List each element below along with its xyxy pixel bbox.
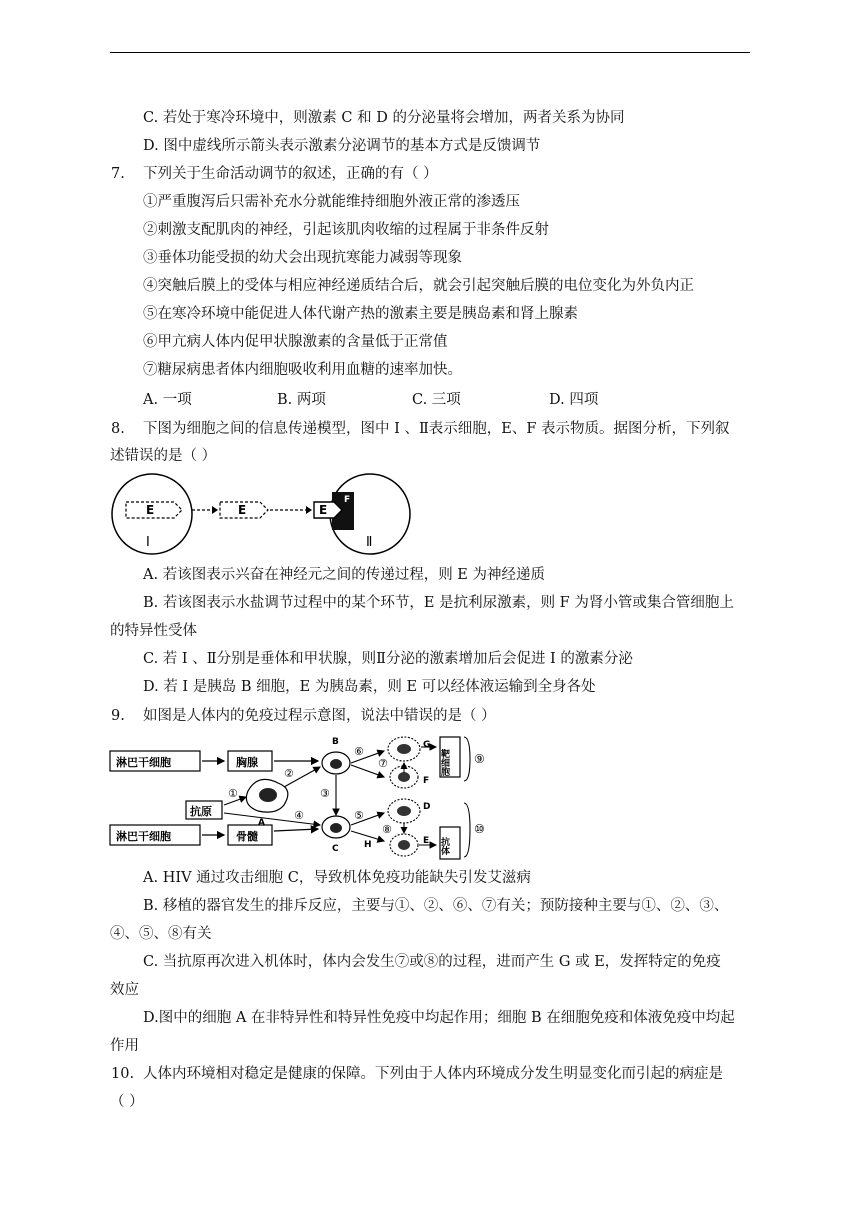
label-c: C	[332, 844, 339, 854]
label-f-9: F	[423, 776, 430, 786]
bone-marrow-label: 骨髓	[236, 830, 258, 843]
q9-option-c-line1: C. 当抗原再次进入机体时，体内会发生⑦或⑧的过程，进而产生 G 或 E，发挥特定的免疫	[143, 954, 721, 970]
q8-number: 8.	[111, 421, 125, 437]
step-8: ⑧	[382, 823, 392, 836]
label-d: D	[423, 802, 431, 812]
lymph-stem-label-1: 淋巴干细胞	[116, 756, 171, 769]
q7-item-7: ⑦糖尿病患者体内细胞吸收利用血糖的速率加快。	[143, 362, 462, 378]
q9-number: 9.	[111, 708, 125, 724]
antibody-label: 抗体	[439, 837, 449, 855]
q7-item-6: ⑥甲亢病人体内促甲状腺激素的含量低于正常值	[143, 334, 448, 350]
q8-stem-line2: 述错误的是（ ）	[110, 448, 217, 464]
cell-2-label: Ⅱ	[366, 535, 373, 550]
q9-option-c-line2: 效应	[110, 982, 139, 998]
step-4: ④	[294, 809, 304, 822]
q7-item-1: ①严重腹泻后只需补充水分就能维持细胞外液正常的渗透压	[143, 194, 520, 210]
label-b: B	[332, 737, 339, 747]
label-e-9: E	[423, 836, 430, 846]
q8-option-b-line1: B. 若该图表示水盐调节过程中的某个环节，E 是抗利尿激素，则 F 为肾小管或集合管细胞上	[143, 595, 734, 611]
q9-option-b-line2: ④、⑤、⑧有关	[110, 926, 212, 942]
q8-option-c: C. 若 I 、Ⅱ分别是垂体和甲状腺，则Ⅱ分泌的激素增加后会促进 I 的激素分泌	[143, 651, 633, 667]
q10-number: 10.	[111, 1066, 135, 1082]
q7-item-2: ②刺激支配肌肉的神经，引起该肌肉收缩的过程属于非条件反射	[143, 222, 549, 238]
q6-option-c: C. 若处于寒冷环境中，则激素 C 和 D 的分泌量将会增加，两者关系为协同	[143, 110, 625, 126]
q7-item-5: ⑤在寒冷环境中能促进人体代谢产热的激素主要是胰岛素和肾上腺素	[143, 306, 578, 322]
label-e-1: E	[146, 503, 155, 517]
header-rule	[110, 52, 750, 53]
q10-stem-line1: 人体内环境相对稳定是健康的保障。下列由于人体内环境成分发生明显变化而引起的病症是	[143, 1066, 723, 1082]
target-cell-label-1: 靶细胞	[439, 749, 449, 776]
q7-item-4: ④突触后膜上的受体与相应神经递质结合后，就会引起突触后膜的电位变化为外负内正	[143, 278, 694, 294]
step-1: ①	[228, 787, 238, 800]
q9-option-b-line1: B. 移植的器官发生的排斥反应，主要与①、②、⑥、⑦有关；预防接种主要与①、②、③、	[143, 898, 729, 914]
q8-option-b-line2: 的特异性受体	[110, 623, 197, 639]
q7-choice-b: B. 两项	[277, 392, 326, 408]
label-a: A	[258, 818, 265, 828]
lymph-stem-label-2: 淋巴干细胞	[116, 830, 171, 843]
q7-choice-c: C. 三项	[412, 392, 461, 408]
step-3: ③	[320, 787, 330, 800]
label-e-2: E	[238, 503, 247, 517]
thymus-label: 胸腺	[236, 756, 258, 769]
q7-stem: 下列关于生命活动调节的叙述，正确的有（ ）	[143, 166, 438, 182]
q7-choice-d: D. 四项	[549, 392, 599, 408]
label-h: H	[364, 840, 372, 850]
q8-stem-line1: 下图为细胞之间的信息传递模型，图中 I 、Ⅱ表示细胞，E、F 表示物质。据图分析，下列叙	[143, 421, 730, 437]
q8-option-a: A. 若该图表示兴奋在神经元之间的传递过程，则 E 为神经递质	[143, 567, 545, 583]
q9-option-d-line2: 作用	[110, 1038, 139, 1054]
q9-option-a: A. HIV 通过攻击细胞 C，导致机体免疫功能缺失引发艾滋病	[143, 870, 531, 886]
cell-1-label: Ⅰ	[146, 535, 150, 550]
antigen-label: 抗原	[190, 805, 212, 818]
step-9: ⑨	[474, 752, 485, 766]
q7-choice-a: A. 一项	[143, 392, 192, 408]
step-6: ⑥	[354, 745, 364, 758]
q10-stem-line2: （ ）	[110, 1094, 144, 1110]
step-10: ⑩	[474, 822, 485, 836]
step-5: ⑤	[354, 809, 364, 822]
q6-option-d: D. 图中虚线所示箭头表示激素分泌调节的基本方式是反馈调节	[143, 138, 541, 154]
label-g: G	[423, 740, 431, 750]
q8-signal-figure	[108, 470, 418, 562]
q7-item-3: ③垂体功能受损的幼犬会出现抗寒能力减弱等现象	[143, 250, 462, 266]
label-f: F	[344, 495, 351, 505]
q9-stem: 如图是人体内的免疫过程示意图，说法中错误的是（ ）	[143, 708, 496, 724]
q8-option-d: D. 若 I 是胰岛 B 细胞，E 为胰岛素，则 E 可以经体液运输到全身各处	[143, 679, 596, 695]
q9-immune-figure	[108, 733, 508, 863]
q9-option-d-line1: D.图中的细胞 A 在非特异性和特异性免疫中均起作用；细胞 B 在细胞免疫和体液免疫中均起	[143, 1010, 735, 1026]
step-2: ②	[284, 767, 294, 780]
step-7: ⑦	[378, 757, 388, 770]
q7-number: 7.	[111, 166, 125, 182]
label-e-3: E	[319, 503, 328, 517]
